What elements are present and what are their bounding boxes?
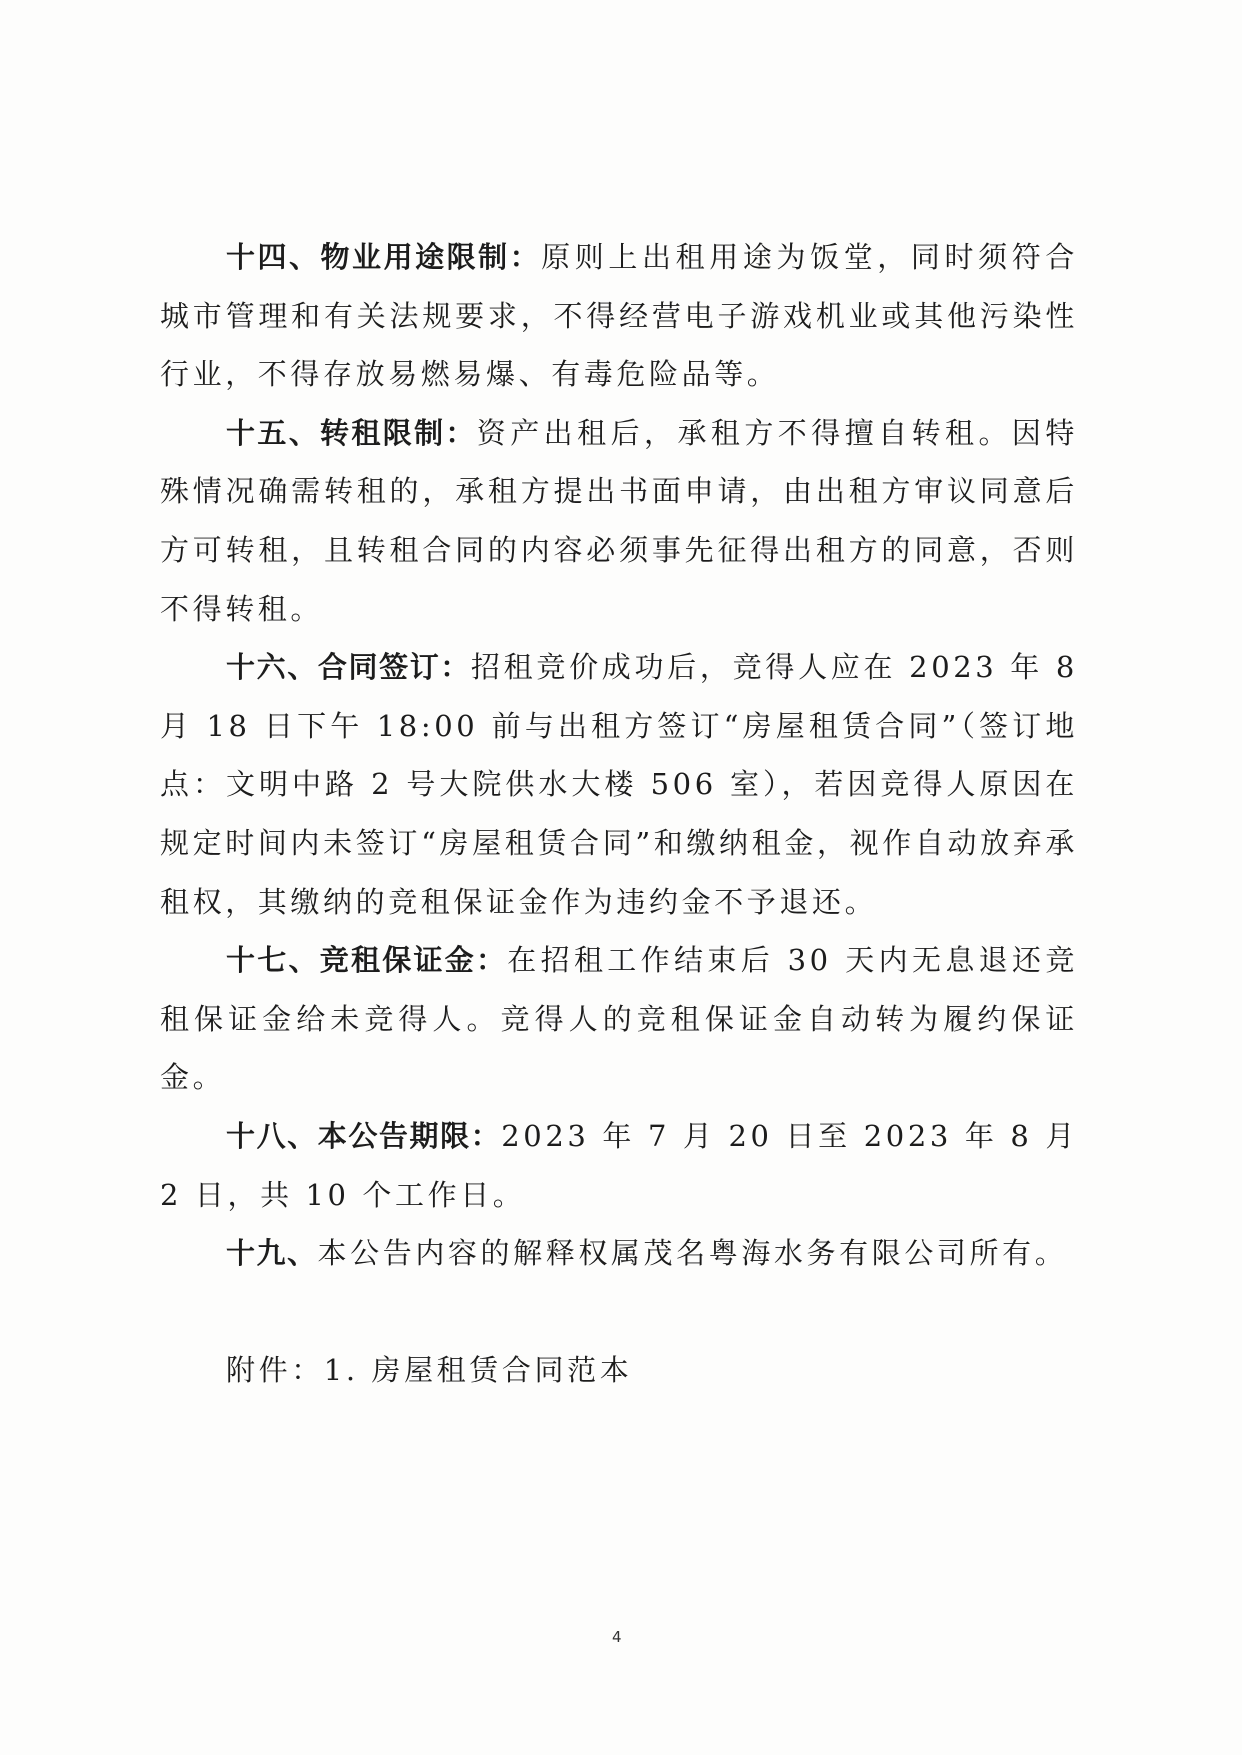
section-text: 资产出租后，承租方不得擅自转租。因特殊情况确需转租的，承租方提出书面申请，由出租方审议同意后方可转租，且转租合同的内容必须事先征得出租方的同意，否则不得转租。 — [160, 415, 1078, 626]
section-heading: 十四、物业用途限制： — [226, 240, 542, 274]
attachment-line: 附件：1. 房屋租赁合同范本 — [226, 1352, 633, 1387]
section-18 — [160, 1107, 1078, 1224]
section-text: 本公告内容的解释权属茂名粤海水务有限公司所有。 — [317, 1236, 1068, 1271]
section-text: 原则上出租用途为饭堂，同时须符合城市管理和有关法规要求，不得经营电子游戏机业或其他污染性行业，不得存放易燃易爆、有毒危险品等。 — [160, 240, 1078, 392]
section-16 — [160, 638, 1078, 931]
section-heading: 十八、本公告期限： — [226, 1118, 502, 1153]
page-number: 4 — [612, 1628, 622, 1646]
section-text: 在招租工作结束后 30 天内无息退还竞租保证金给未竞得人。竞得人的竞租保证金自动转为履约保证金。 — [160, 943, 1078, 1095]
section-14 — [160, 228, 1078, 404]
section-text: 招租竞价成功后，竞得人应在 2023 年 8 月 18 日下午 18:00 前与出租方签订“房屋租赁合同”（签订地点：文明中路 2 号大院供水大楼 506 室），若因竞得人原因在规定时间内未签订“房屋租赁合同”和缴纳租金，视作自动放弃承租权，其缴纳的竞租保证金作为违约金不予退还。 — [160, 650, 1078, 919]
section-heading: 十七、竞租保证金： — [226, 943, 508, 978]
section-text: 2023 年 7 月 20 日至 2023 年 8 月 2 日，共 10 个工作日。 — [160, 1118, 1078, 1212]
document-body — [160, 228, 1078, 1399]
section-15 — [160, 404, 1078, 638]
section-17 — [160, 931, 1078, 1107]
section-heading: 十九、 — [226, 1236, 318, 1271]
blank-line — [160, 1283, 1078, 1341]
section-heading: 十六、合同签订： — [226, 650, 471, 685]
section-heading: 十五、转租限制： — [226, 415, 477, 450]
section-19 — [160, 1224, 1078, 1283]
